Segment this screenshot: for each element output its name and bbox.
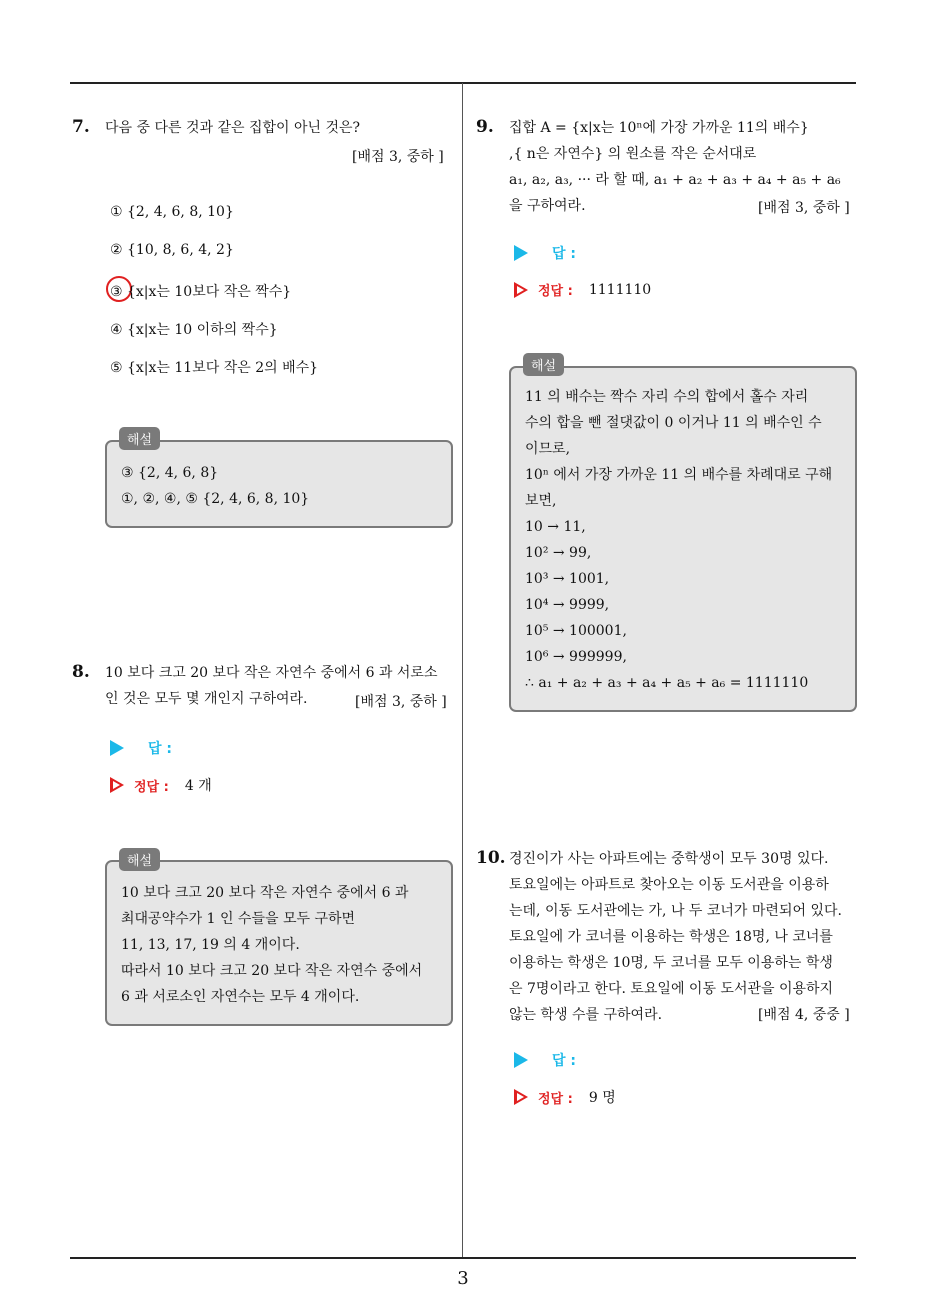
explanation-line: 11, 13, 17, 19 의 4 개이다.	[121, 937, 300, 953]
explanation-line: 10³ → 1001,	[525, 571, 610, 587]
explanation-box-q7	[105, 440, 453, 528]
explanation-line: ③ {2, 4, 6, 8}	[121, 465, 219, 481]
explanation-line: ①, ②, ④, ⑤ {2, 4, 6, 8, 10}	[121, 491, 310, 507]
correct-answer-row	[514, 280, 651, 299]
explanation-box-q8	[105, 860, 453, 1026]
question-10-meta: [배점 4, 중중 ]	[758, 1007, 850, 1023]
page-number: 3	[457, 1268, 469, 1289]
question-10-number: 10.	[476, 848, 506, 868]
play-triangle-icon	[110, 740, 124, 756]
question-9-number: 9.	[476, 117, 494, 137]
explanation-box-q9	[509, 366, 857, 712]
answer-label: 답 :	[552, 1053, 576, 1069]
correct-answer-label: 정답 :	[134, 779, 169, 795]
explanation-tag: 해설	[119, 848, 160, 871]
explanation-line: ∴ a₁ + a₂ + a₃ + a₄ + a₅ + a₆ = 1111110	[525, 675, 809, 691]
question-10-text	[509, 846, 859, 1028]
answer-input-row[interactable]	[110, 738, 172, 758]
choice-5[interactable]: ⑤ {x|x는 11보다 작은 2의 배수}	[110, 360, 319, 376]
explanation-line: 따라서 10 보다 크고 20 보다 작은 자연수 중에서	[121, 963, 423, 979]
question-text-line: 않는 학생 수를 구하여라.	[509, 1007, 663, 1023]
play-triangle-icon	[514, 245, 528, 261]
question-8-meta: [배점 3, 중하 ]	[355, 694, 447, 710]
correct-answer-row	[110, 775, 212, 795]
explanation-line: 6 과 서로소인 자연수는 모두 4 개이다.	[121, 989, 360, 1005]
explanation-line: 수의 합을 뺀 절댓값이 0 이거나 11 의 배수인 수	[525, 415, 822, 431]
outline-triangle-icon	[514, 1089, 528, 1105]
outline-triangle-icon	[514, 282, 528, 298]
explanation-line: 최대공약수가 1 인 수들을 모두 구하면	[121, 911, 356, 927]
explanation-line: 10² → 99,	[525, 545, 592, 561]
explanation-line: 10ⁿ 에서 가장 가까운 11 의 배수를 차례대로 구해	[525, 467, 833, 483]
explanation-line: 10⁶ → 999999,	[525, 649, 627, 665]
correct-answer-value: 9 명	[588, 1090, 616, 1106]
answer-input-row[interactable]	[514, 243, 576, 263]
correct-answer-label: 정답 :	[538, 1091, 573, 1107]
question-text-line: 10 보다 크고 20 보다 작은 자연수 중에서 6 과 서로소	[105, 665, 438, 681]
question-9-meta: [배점 3, 중하 ]	[758, 200, 850, 216]
explanation-line: 보면,	[525, 493, 557, 509]
explanation-line: 10 → 11,	[525, 519, 586, 535]
choice-4[interactable]: ④ {x|x는 10 이하의 짝수}	[110, 322, 278, 338]
explanation-line: 10⁵ → 100001,	[525, 623, 627, 639]
question-7-meta: [배점 3, 중하 ]	[352, 149, 444, 165]
correct-answer-value: 4 개	[184, 778, 212, 794]
explanation-line: 10 보다 크고 20 보다 작은 자연수 중에서 6 과	[121, 885, 409, 901]
question-text-line: 은 7명이라고 한다. 토요일에 이동 도서관을 이용하지	[509, 981, 834, 997]
explanation-tag: 해설	[119, 427, 160, 450]
choice-1[interactable]: ① {2, 4, 6, 8, 10}	[110, 204, 234, 220]
question-7-number: 7.	[72, 117, 90, 137]
top-rule	[70, 82, 856, 84]
bottom-rule	[70, 1257, 856, 1259]
play-triangle-icon	[514, 1052, 528, 1068]
answer-label: 답 :	[148, 741, 172, 757]
question-text-line: 집합 A = {x|x는 10ⁿ에 가장 가까운 11의 배수}	[509, 120, 809, 136]
correct-answer-value: 1111110	[588, 281, 652, 298]
answer-input-row[interactable]	[514, 1050, 576, 1070]
question-text-line: 토요일에는 아파트로 찾아오는 이동 도서관을 이용하	[509, 877, 829, 893]
explanation-tag: 해설	[523, 353, 564, 376]
choice-2[interactable]: ② {10, 8, 6, 4, 2}	[110, 242, 234, 258]
choice-3[interactable]: ③ {x|x는 10보다 작은 짝수}	[110, 284, 292, 300]
answer-label: 답 :	[552, 246, 576, 262]
explanation-line: 10⁴ → 9999,	[525, 597, 610, 613]
explanation-line: 11 의 배수는 짝수 자리 수의 합에서 홀수 자리	[525, 389, 809, 405]
correct-answer-label: 정답 :	[538, 284, 573, 299]
question-text-line: 토요일에 가 코너를 이용하는 학생은 18명, 나 코너를	[509, 929, 833, 945]
question-text-line: a₁, a₂, a₃, ··· 라 할 때, a₁ + a₂ + a₃ + a₄ + a₅ + a₆	[509, 172, 841, 188]
question-text-line: 경진이가 사는 아파트에는 중학생이 모두 30명 있다.	[509, 851, 829, 867]
correct-answer-row	[514, 1087, 616, 1107]
explanation-line: 이므로,	[525, 441, 571, 457]
question-text-line: ,{ n은 자연수} 의 원소를 작은 순서대로	[509, 146, 757, 162]
question-text-line: 을 구하여라.	[509, 198, 586, 214]
question-text-line: 이용하는 학생은 10명, 두 코너를 모두 이용하는 학생	[509, 955, 833, 971]
question-7-text: 다음 중 다른 것과 같은 집합이 아닌 것은?	[105, 120, 361, 136]
column-divider	[462, 83, 463, 1258]
question-text-line: 인 것은 모두 몇 개인지 구하여라.	[105, 691, 308, 707]
question-8-number: 8.	[72, 662, 90, 682]
question-text-line: 는데, 이동 도서관에는 가, 나 두 코너가 마련되어 있다.	[509, 903, 842, 919]
outline-triangle-icon	[110, 777, 124, 793]
